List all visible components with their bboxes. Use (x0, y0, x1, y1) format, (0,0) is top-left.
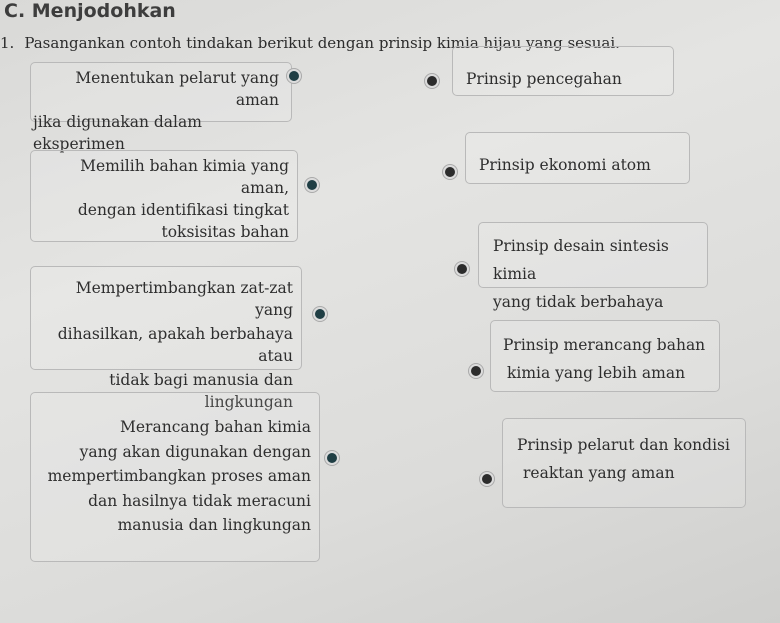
left-connector-dot-3[interactable] (313, 307, 327, 321)
left-item-3 (30, 266, 302, 411)
left-item-line: Merancang bahan kimia (120, 418, 311, 436)
right-item-line: reaktan yang aman (523, 464, 675, 482)
left-item-line: dan hasilnya tidak meracuni (88, 491, 311, 510)
left-connector-dot-1[interactable] (287, 69, 301, 83)
right-item-3 (478, 222, 708, 311)
right-item-line: Prinsip ekonomi atom (479, 156, 651, 174)
left-item-line: mempertimbangkan proses aman (47, 467, 311, 485)
right-connector-dot-3[interactable] (455, 262, 469, 276)
right-connector-dot-1[interactable] (425, 74, 439, 88)
left-item-line: jika digunakan dalam eksperimen (33, 113, 202, 153)
left-item-line: Memilih bahan kimia yang aman, (80, 157, 289, 197)
left-item-line: tidak bagi manusia dan lingkungan (109, 371, 293, 411)
section-title: C. Menjodohkan (4, 0, 176, 22)
left-item-line: Mempertimbangkan zat-zat yang (75, 279, 293, 319)
left-item-line: dengan identifikasi tingkat (77, 201, 289, 219)
right-connector-dot-5[interactable] (480, 472, 494, 486)
right-connector-dot-4[interactable] (469, 364, 483, 378)
left-connector-dot-2[interactable] (305, 178, 319, 192)
left-item-1 (30, 62, 292, 153)
left-item-2 (30, 150, 298, 242)
right-item-1 (452, 46, 674, 96)
right-item-line: Prinsip merancang bahan (503, 336, 706, 354)
right-item-line: Prinsip desain sintesis kimia (493, 237, 669, 283)
right-item-line: Prinsip pencegahan (466, 70, 622, 88)
question-number: 1. (0, 34, 15, 52)
right-item-line: yang tidak berbahaya (493, 293, 664, 311)
left-item-line: yang akan digunakan dengan (79, 442, 311, 461)
left-item-line: dihasilkan, apakah berbahaya atau (57, 325, 293, 365)
right-item-line: kimia yang lebih aman (507, 364, 686, 382)
left-item-line: manusia dan lingkungan (117, 516, 311, 534)
right-item-line: Prinsip pelarut dan kondisi (517, 436, 730, 454)
right-connector-dot-2[interactable] (443, 165, 457, 179)
left-connector-dot-4[interactable] (325, 451, 339, 465)
right-item-2 (465, 132, 690, 184)
left-item-line: toksisitas bahan (161, 223, 289, 241)
instruction-text: Pasangankan contoh tindakan berikut dengan prinsip kimia hijau yang sesuai. (24, 34, 620, 52)
left-item-4 (30, 392, 320, 562)
right-item-5 (502, 418, 746, 508)
left-item-line: Menentukan pelarut yang aman (75, 69, 279, 109)
right-item-4 (490, 320, 720, 392)
